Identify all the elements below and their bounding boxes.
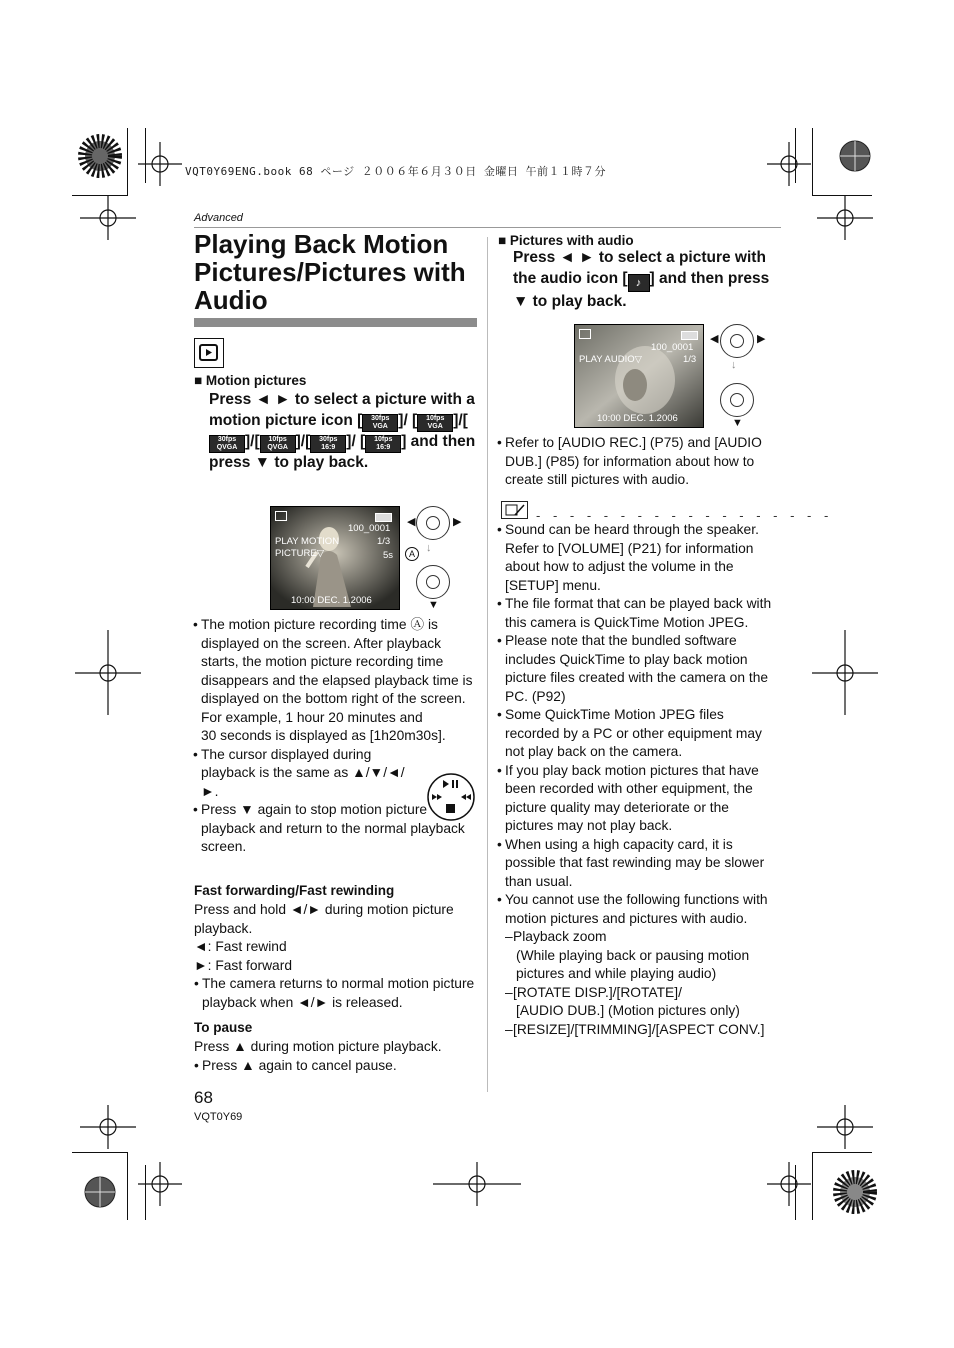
ff-heading: Fast forwarding/Fast rewinding [194, 883, 395, 898]
motion-instruction: Press ◄ ► to select a picture with a motion picture icon [ 30fps VGA ]/ [ 10fps VGA ]/[30fps QVGA ]/[ 10fps QVGA ]/[ 30fps 16:9 ]/ [ 10fps 16:9 ] and then press ▼ to play back. [209, 391, 476, 471]
fps30-169-icon: 30fps 16:9 [310, 435, 346, 453]
motion-pictures-subhead: ■ Motion pictures [194, 373, 307, 388]
audio-battery-icon [681, 331, 698, 340]
ff-body: Press and hold ◄/► during motion picture playback. [194, 902, 454, 936]
note-other-equipment: • If you play back motion pictures that have been recorded with other equipment, the picture quality may deteriorate or the pictures may not play back. [497, 762, 781, 836]
note-unavailable-functions: • You cannot use the following functions with motion pictures and pictures with audio. [497, 891, 781, 928]
dash-resize: – [RESIZE]/[TRIMMING]/[ASPECT CONV.] [505, 1021, 781, 1040]
play-motion-label-1: PLAY MOTION [275, 536, 340, 547]
note-icon [501, 501, 528, 519]
audio-instruction: Press ◄ ► to select a picture with the audio icon [ ♪ ] and then press ▼ to play back. [513, 249, 770, 310]
example-line-1: For example, 1 hour 20 minutes and [201, 709, 423, 725]
play-audio-label: PLAY AUDIO▽ [579, 354, 642, 365]
dash-rotate: – [ROTATE DISP.]/[ROTATE]/ [505, 984, 781, 1003]
audio-icon: ♪ [628, 274, 650, 292]
fps10-169-icon: 10fps 16:9 [365, 435, 401, 453]
picture-page: 1/3 [377, 536, 391, 547]
dash-zoom-detail: (While playing back or pausing motion pictures and while playing audio) [516, 947, 750, 981]
play-mode-indicator [275, 511, 287, 521]
fps10-qvga-icon: 10fps QVGA [260, 435, 296, 453]
note-file-format: • The file format that can be played back with this camera is QuickTime Motion JPEG. [497, 595, 781, 632]
fps10-vga-icon: 10fps VGA [417, 414, 453, 432]
note-recording-time: • The motion picture recording time Ⓐ is displayed on the screen. After playback starts, the motion picture recording time disappears and the elapsed playback time is displayed on the bottom right of the screen. [193, 616, 478, 709]
playback-cursor-icon [425, 772, 477, 822]
audio-playback-screen [574, 324, 704, 428]
audio-refer-note [497, 434, 780, 490]
note-bundled-software: • Please note that the bundled software includes QuickTime to play back motion picture files created with the camera on the PC. (P92) [497, 632, 781, 706]
ff-rewind: ◄: Fast rewind [194, 939, 287, 954]
marker-a: A [405, 547, 419, 561]
print-header: VQT0Y69ENG.book 68 ページ ２００６年６月３０日 金曜日 午前１１時７分 [185, 165, 606, 178]
audio-date-stamp: 10:00 DEC. 1.2006 [597, 413, 678, 424]
note-pc-files: • Some QuickTime Motion JPEG files recorded by a PC or other equipment may not play back on the camera. [497, 706, 781, 762]
audio-picture-page: 1/3 [683, 354, 697, 365]
doc-code: VQT0Y69 [194, 1111, 243, 1123]
ff-section [194, 901, 479, 1012]
pause-section [194, 1038, 479, 1075]
note-speaker: • Sound can be heard through the speaker. Refer to [VOLUME] (P21) for information about how to adjust the volume in the [SETUP] menu. [497, 521, 781, 595]
pause-cancel-note: • Press ▲ again to cancel pause. [194, 1057, 479, 1076]
playback-mode-icon [194, 338, 224, 368]
date-stamp: 10:00 DEC. 1.2006 [291, 595, 372, 606]
audio-file-counter: 100_0001 [651, 342, 694, 353]
title-underline [194, 318, 477, 327]
column-divider [487, 237, 488, 1092]
audio-subhead: ■ Pictures with audio [498, 233, 634, 248]
dash-playback-zoom: – Playback zoom [505, 928, 781, 947]
pause-body: Press ▲ during motion picture playback. [194, 1039, 442, 1054]
battery-icon [375, 513, 392, 522]
ff-forward: ►: Fast forward [194, 957, 292, 973]
pause-heading: To pause [194, 1020, 253, 1035]
note-cursor: • The cursor displayed during playback is the same as ▲/▼/◄/►. [193, 746, 408, 802]
audio-picture-thumbnail [575, 325, 703, 427]
note-stop: • Press ▼ again to stop motion picture playback and return to the normal playback screen. [193, 801, 478, 857]
play-motion-label-2: PICTURE▽ [275, 548, 325, 559]
dash-audio-dub: [AUDIO DUB.] (Motion pictures only) [516, 1003, 740, 1018]
example-line-2: 30 seconds is displayed as [1h20m30s]. [201, 728, 446, 743]
ff-release-note: • The camera returns to normal motion picture playback when ◄/► is released. [194, 975, 479, 1012]
section-label: Advanced [194, 212, 243, 224]
page-title: Playing Back Motion Pictures/Pictures with Audio [194, 229, 466, 315]
page-number: 68 [194, 1088, 213, 1107]
refer-audio-rec: • Refer to [AUDIO REC.] (P75) and [AUDIO DUB.] (P85) for information about how to create still pictures with audio. [497, 434, 780, 490]
motion-playback-screen [270, 506, 400, 610]
note-high-capacity: • When using a high capacity card, it is possible that fast rewinding may be slower than usual. [497, 836, 781, 892]
fps30-qvga-icon: 30fps QVGA [209, 435, 245, 453]
audio-play-indicator [579, 329, 591, 339]
notes-list [497, 521, 781, 1039]
fps30-vga-icon: 30fps VGA [362, 414, 398, 432]
header-rule [194, 227, 781, 228]
file-counter: 100_0001 [348, 523, 391, 534]
recording-time: 5s [383, 550, 394, 561]
note-divider: - - - - - - - - - - - - - - - - - - [536, 508, 833, 523]
